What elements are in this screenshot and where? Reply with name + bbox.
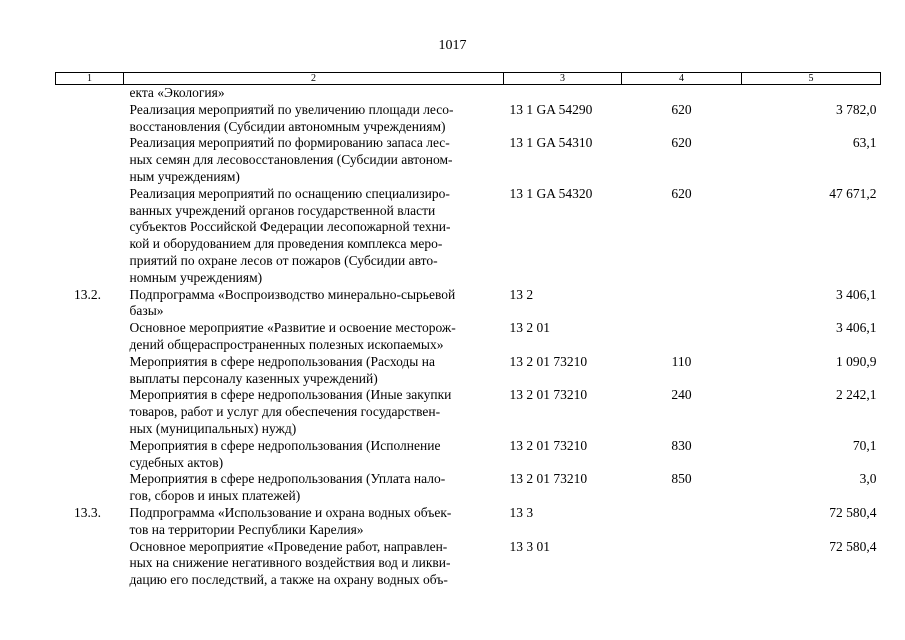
row-number [56,320,124,354]
row-name-line: Реализация мероприятий по увеличению площади лесо- [129,101,454,117]
row-name-line: ным учреждениям) [129,168,240,184]
row-name-line: выплаты персоналу казенных учреждений) [129,370,378,386]
row-amount: 3,0 [859,471,877,487]
table-header [56,73,881,85]
table-row [56,354,881,388]
row-name-line: базы» [129,303,164,319]
row-expense-type [622,539,742,589]
row-number: 13.3. [74,504,101,520]
row-number [56,354,124,388]
row-name-line: дацию его последствий, а также на охрану водных объ- [129,572,448,588]
row-expense-type [622,320,742,354]
row-code: 13 1 GA 54310 [509,135,593,151]
table-row [56,102,881,136]
table-body [56,85,881,589]
table-row [56,438,881,472]
row-amount: 72 580,4 [829,538,877,554]
row-name-line: восстановления (Субсидии автономным учреждениям) [129,118,446,134]
column-header-3: 3 [504,73,622,85]
row-name-line: гов, сборов и иных платежей) [129,488,301,504]
row-expense-type [622,505,742,539]
row-name-line: товаров, работ и услуг для обеспечения государствен- [129,404,441,420]
row-amount: 3 782,0 [836,101,877,117]
row-expense-type: 830 [671,437,692,453]
row-name-line: Подпрограмма «Воспроизводство минерально-сырьевой [129,286,456,302]
row-code: 13 2 01 73210 [509,387,588,403]
row-code: 13 3 01 [509,538,550,554]
row-name-line: Мероприятия в сфере недропользования (Уплата нало- [129,471,446,487]
table-row [56,287,881,321]
row-amount: 2 242,1 [836,387,877,403]
row-number [56,102,124,136]
row-code [504,85,622,102]
row-expense-type: 620 [671,135,692,151]
row-expense-type [622,85,742,102]
row-code: 13 1 GA 54320 [509,185,593,201]
row-number [56,438,124,472]
row-name-line: приятий по охране лесов от пожаров (Субсидии авто- [129,252,438,268]
row-amount: 70,1 [852,437,877,453]
row-name-line: Основное мероприятие «Развитие и освоение месторож- [129,320,456,336]
row-amount: 72 580,4 [829,504,877,520]
row-name-line: Реализация мероприятий по формированию запаса лес- [129,135,450,151]
row-code: 13 3 [509,504,534,520]
row-name-line: Мероприятия в сфере недропользования (Исполнение [129,437,441,453]
row-name-line: кой и оборудованием для проведения комплекса меро- [129,236,443,252]
row-code: 13 2 01 73210 [509,437,588,453]
row-amount: 63,1 [852,135,877,151]
row-name-line: екта «Экология» [129,85,225,100]
row-name [124,186,504,287]
row-code: 13 1 GA 54290 [509,101,593,117]
row-number: 13.2. [74,286,101,302]
column-header-2: 2 [124,73,504,85]
row-code: 13 2 01 73210 [509,353,588,369]
column-header-4: 4 [622,73,742,85]
column-header-5: 5 [742,73,881,85]
row-name [124,320,504,354]
row-name [124,287,504,321]
page-number: 1017 [438,38,467,53]
row-name-line: Мероприятия в сфере недропользования (Иные закупки [129,387,452,403]
budget-table [55,72,881,589]
row-name [124,539,504,589]
row-number [56,539,124,589]
table-row [56,505,881,539]
row-name-line: Подпрограмма «Использование и охрана водных объек- [129,504,452,520]
table-row [56,186,881,287]
row-expense-type: 850 [671,471,692,487]
row-amount: 3 406,1 [836,286,877,302]
row-name-line: номным учреждениям) [129,269,263,285]
row-name [124,505,504,539]
row-number [56,387,124,437]
row-name [124,438,504,472]
row-name-line: Мероприятия в сфере недропользования (Расходы на [129,353,435,369]
row-amount: 3 406,1 [836,320,877,336]
row-expense-type: 620 [671,101,692,117]
row-code: 13 2 [509,286,534,302]
row-name-line: Реализация мероприятий по оснащению специализиро- [129,185,450,201]
row-code: 13 2 01 [509,320,550,336]
row-number [56,135,124,185]
row-name-line: ных (муниципальных) нужд) [129,420,297,436]
table-row [56,539,881,589]
table-row [56,320,881,354]
column-header-1: 1 [56,73,124,85]
row-name [124,387,504,437]
row-name [124,102,504,136]
table-row [56,387,881,437]
row-amount: 1 090,9 [836,353,877,369]
row-name [124,85,504,102]
table-row [56,135,881,185]
row-name-line: ных на снижение негативного воздействия вод и ликви- [129,555,451,571]
row-name-line: дений общераспространенных полезных ископаемых» [129,336,444,352]
row-name [124,471,504,505]
row-expense-type: 110 [671,353,692,369]
row-number [56,186,124,287]
row-name [124,135,504,185]
row-expense-type: 620 [671,185,692,201]
row-name-line: судебных актов) [129,454,224,470]
row-amount [742,85,881,102]
row-name-line: тов на территории Республики Карелия» [129,521,364,537]
row-number [56,471,124,505]
row-name-line: субъектов Российской Федерации лесопожарной техни- [129,219,451,235]
row-name [124,354,504,388]
row-expense-type [622,287,742,321]
table-row [56,471,881,505]
row-name-line: ванных учреждений органов государственной власти [129,202,436,218]
row-number [56,85,124,102]
row-amount: 47 671,2 [829,185,877,201]
row-name-line: ных семян для лесовосстановления (Субсидии автоном- [129,152,453,168]
row-expense-type: 240 [671,387,692,403]
row-name-line: Основное мероприятие «Проведение работ, направлен- [129,538,448,554]
row-code: 13 2 01 73210 [509,471,588,487]
table-row [56,85,881,102]
